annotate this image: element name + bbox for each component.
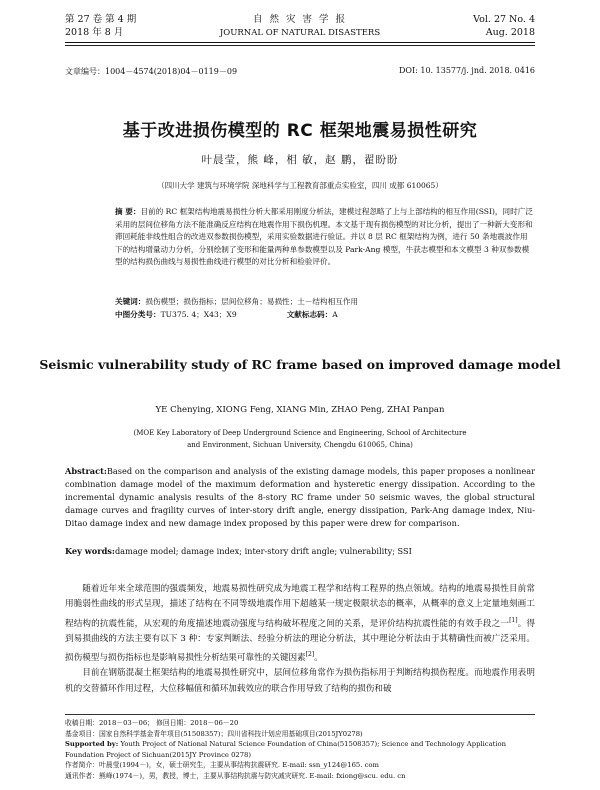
footnotes xyxy=(65,718,535,782)
footnote-supported xyxy=(65,739,535,760)
clc-value: TU375. 4；X43；X9 xyxy=(160,310,237,319)
abstract-en-label: Abstract: xyxy=(65,466,107,476)
header-journal-cn: 自 然 灾 害 学 报 xyxy=(252,14,348,25)
abstract-en xyxy=(65,465,535,530)
header-journal-en: JOURNAL OF NATURAL DISASTERS xyxy=(219,28,381,38)
abstract-cn-text: 目前的 RC 框架结构地震易损性分析大都采用刚度分析法，建模过程忽略了上与上部结构的相互作用(SSI)，同时广泛采用的层间位移角方法不能准确反应结构在地震作用下损伤机理。本文基于现有损伤模型的对比分析，提出了一种新大变形和滞回耗能非线性组合的改进双参数损伤模型，采用实验数据进行验证。并以 8 层 RC 框架结构为例，进行 50 条地震波作用下的结构增量动力分析，分别绘制了变形和能量两种单参数模型以及 Park-Ang 模型，牛获志模型和本文模型 3 种双参数模型的结构损伤曲线与易损性曲线进行模型的对比分析和检验评价。 xyxy=(115,207,533,267)
supported-label: Supported by: xyxy=(65,740,119,749)
body-p1-end: 。 xyxy=(314,652,323,663)
supported-text: Youth Project of National Natural Science Foundation of China(51508357); Science and Technology Application Foundation Project of Sichuan(2015JY Province 0278) xyxy=(65,740,507,759)
body-paragraph-2: 目前在钢筋混凝土框架结构的地震易损性研究中，层间位移角常作为损伤指标用于判断结构损伤程度。而地震作用表明机的交替循环作用过程，大位移幅值和循环加载效应的联合作用导致了结构的损伤和破 xyxy=(65,668,535,694)
article-number: 文章编号：1004－4574(2018)04－0119－09 xyxy=(65,67,238,76)
keywords-en-text: damage model; damage index; inter-story drift angle; vulnerability; SSI xyxy=(114,546,412,556)
authors-en: YE Chenying, XIONG Feng, XIANG Min, ZHAO Peng, ZHAI Panpan xyxy=(155,405,445,415)
body-p1-tail: 。得到易损曲线的方法主要有以下 3 种：专家判断法、经验分析法的理论分析法，其中理论分析法由于其精确性而被广泛采用。损伤模型与损伤指标也是影响易损性分析结果可靠性的关键因素 xyxy=(65,618,535,663)
abstract-en-text: Based on the comparison and analysis of the existing damage models, this paper proposes a nonlinear combination damage model of the maximum deformation and hysteretic energy dissipation. According to the incremental dynamic analysis results of the 8-story RC frame under 50 seismic waves, the global structural damage curves and fragility curves of inter-story drift angle, energy dissipation, Park-Ang damage index, Niu-Ditao damage index and new damage index proposed by this paper were drew for comparison. xyxy=(65,466,535,528)
header-date-en: Aug. 2018 xyxy=(485,27,535,38)
abstract-cn xyxy=(115,206,535,269)
article-doi: DOI: 10. 13577/j. jnd. 2018. 0416 xyxy=(399,66,535,75)
body-paragraph-1 xyxy=(65,582,535,666)
footnote-corresponding: 通讯作者：熊峰(1974－)，男，教授，博士，主要从事结构抗震与防灾减灾研究. E-mail: fxiong@scu. edu. cn xyxy=(65,771,406,780)
keywords-en-label: Key words: xyxy=(65,546,115,556)
body-p1-text: 随着近年来全球范围的强震频发，地震易损性研究成为地震工程学和结构工程界的热点领域。结构的地震易损性目前常用脆弱性曲线的形式呈现，描述了结构在不同等级地震作用下超越某一规定极限状态的概率，从概率的意义上定量地刻画工程结构的抗震性能，从宏观的角度描述地震动强度与结构破坏程度之间的关系，是评价结构抗震性能的有效手段之一 xyxy=(65,584,535,629)
keywords-cn-label: 关键词： xyxy=(115,297,146,306)
affiliation-en-line1: (MOE Key Laboratory of Deep Underground Science and Engineering, School of Architecture xyxy=(133,429,467,437)
affiliation-cn: （四川大学 建筑与环境学院 深地科学与工程教育部重点实验室，四川 成都 610065） xyxy=(157,181,443,190)
title-cn: 基于改进损伤模型的 RC 框架地震易损性研究 xyxy=(122,121,478,141)
classification xyxy=(115,309,535,322)
footnote-fund-cn: 基金项目：国家自然科学基金青年项目(51508357)；四川省科技计划应用基础项目(2015JY0278) xyxy=(65,729,363,738)
header-date-cn: 2018 年 8 月 xyxy=(65,27,124,38)
header-volume-cn: 第 27 卷 第 4 期 xyxy=(65,14,137,25)
header-volume-en: Vol. 27 No. 4 xyxy=(473,14,535,25)
keywords-cn xyxy=(115,296,535,309)
header-rule xyxy=(65,42,535,43)
doc-code-label: 文献标志码： xyxy=(286,310,333,319)
citation-2: [2] xyxy=(305,651,315,659)
footnote-received: 收稿日期：2018－03－06； 修回日期：2018－06－20 xyxy=(65,719,239,727)
body-text xyxy=(65,582,535,697)
footnote-rule xyxy=(65,714,535,715)
clc-label: 中图分类号： xyxy=(115,310,161,319)
affiliation-en-line2: and Environment, Sichuan University, Chengdu 610065, China) xyxy=(187,441,413,449)
header-rule-thin xyxy=(65,45,535,46)
authors-cn: 叶晨莹，熊 峰，相 敏，赵 鹏，翟盼盼 xyxy=(201,154,399,166)
keywords-en xyxy=(65,545,535,558)
footnote-author-info: 作者简介：叶晨莹(1994－)，女，硕士研究生，主要从事结构抗震研究. E-mail: ssn_y124@165. com xyxy=(65,761,379,770)
citation-1: [1] xyxy=(509,616,518,624)
title-en: Seismic vulnerability study of RC frame based on improved damage model xyxy=(39,357,561,372)
doc-code-value: A xyxy=(332,310,338,319)
abstract-cn-label: 摘 要： xyxy=(115,207,141,216)
keywords-cn-text: 损伤模型；损伤指标；层间位移角；易损性；土－结构相互作用 xyxy=(145,297,358,306)
